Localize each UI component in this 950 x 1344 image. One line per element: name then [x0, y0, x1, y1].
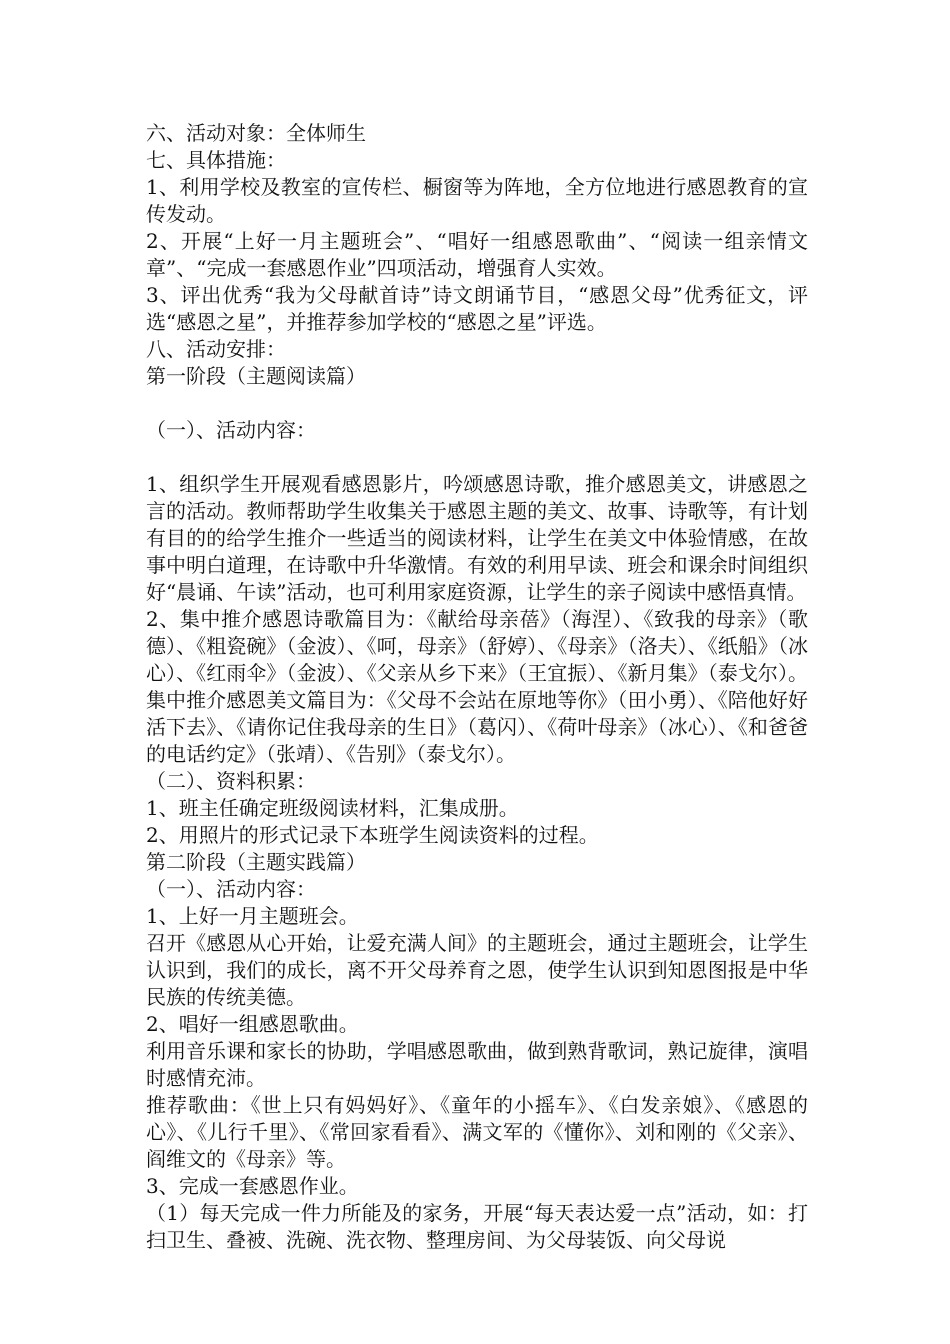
materials-item-1: 1、班主任确定班级阅读材料，汇集成册。	[146, 796, 519, 820]
section-heading-schedule: 八、活动安排：	[146, 337, 286, 361]
stage-1-heading: 第一阶段（主题阅读篇）	[146, 364, 366, 388]
measure-item-2: 2、开展“上好一月主题班会”、“唱好一组感恩歌曲”、“阅读一组亲情文章”、“完成一套感恩作业”四项活动，增强育人实效。	[146, 229, 808, 280]
stage-1-subheading-content: （一）、活动内容：	[146, 418, 316, 442]
stage-2-item-3: 3、完成一套感恩作业。	[146, 1174, 359, 1198]
stage-1-item-1: 1、组织学生开展观看感恩影片，吟颂感恩诗歌，推介感恩美文，讲感恩之言的活动。教师帮助学生收集关于感恩主题的美文、故事、诗歌等，有计划有目的的给学生推介一些适当的阅读材料，让学生在美文中体验情感，在故事中明白道理，在诗歌中升华激情。有效的利用早读、班会和课余时间组织好“晨诵、午读”活动，也可利用家庭资源，让学生的亲子阅读中感悟真情。	[146, 472, 808, 604]
stage-2-subheading-content: （一）、活动内容：	[146, 877, 316, 901]
blank-line	[146, 444, 808, 471]
stage-2-heading: 第二阶段（主题实践篇）	[146, 850, 366, 874]
document-body	[146, 120, 808, 1254]
stage-1-item-2: 2、集中推介感恩诗歌篇目为：《献给母亲蓓》（海涅）、《致我的母亲》（歌德）、《粗瓷碗》（金波）、《呵，母亲》（舒婷）、《母亲》（洛夫）、《纸船》（冰心）、《红雨伞》（金波）、《父亲从乡下来》（王宜振）、《新月集》（泰戈尔）。集中推介感恩美文篇目为：《父母不会站在原地等你》（田小勇）、《陪他好好活下去》、《请你记住我母亲的生日》（葛闪）、《荷叶母亲》（冰心）、《和爸爸的电话约定》（张靖）、《告别》（泰戈尔）。	[146, 607, 808, 766]
stage-2-item-2-text: 利用音乐课和家长的协助，学唱感恩歌曲，做到熟背歌词，熟记旋律，演唱时感情充沛。	[146, 1039, 808, 1090]
blank-line	[146, 390, 808, 417]
materials-item-2: 2、用照片的形式记录下本班学生阅读资料的过程。	[146, 823, 599, 847]
section-heading-activity-target: 六、活动对象：全体师生	[146, 121, 366, 145]
measure-item-3: 3、评出优秀“我为父母献首诗”诗文朗诵节目，“感恩父母”优秀征文，评选“感恩之星”，并推荐参加学校的“感恩之星”评选。	[146, 283, 808, 334]
stage-2-item-2: 2、唱好一组感恩歌曲。	[146, 1012, 359, 1036]
measure-item-1: 1、利用学校及教室的宣传栏、橱窗等为阵地，全方位地进行感恩教育的宣传发动。	[146, 175, 808, 226]
stage-2-item-1: 1、上好一月主题班会。	[146, 904, 359, 928]
stage-2-item-3-text: （1）每天完成一件力所能及的家务，开展“每天表达爱一点”活动，如：打扫卫生、叠被、洗碗、洗衣物、整理房间、为父母装饭、向父母说	[146, 1201, 808, 1252]
stage-2-item-1-text: 召开《感恩从心开始，让爱充满人间》的主题班会，通过主题班会，让学生认识到，我们的成长，离不开父母养育之恩，使学生认识到知恩图报是中华民族的传统美德。	[146, 931, 808, 1009]
stage-2-item-2-songs: 推荐歌曲：《世上只有妈妈好》、《童年的小摇车》、《白发亲娘》、《感恩的心》、《儿行千里》、《常回家看看》、满文军的《懂你》、刘和刚的《父亲》、阎维文的《母亲》等。	[146, 1093, 808, 1171]
section-heading-measures: 七、具体措施：	[146, 148, 286, 172]
stage-1-subheading-materials: （二）、资料积累：	[146, 769, 316, 793]
